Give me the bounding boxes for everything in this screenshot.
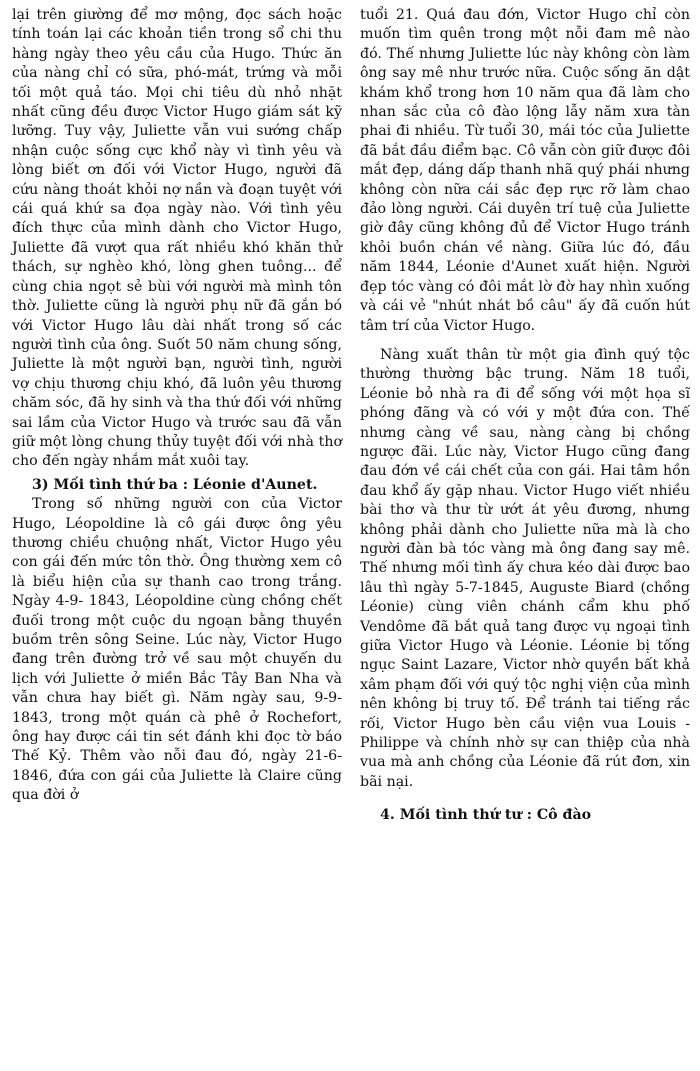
section-heading-fourth-love: 4. Mối tình thứ tư : Cô đào xyxy=(380,807,592,824)
paragraph-juliette-life: lại trên giường để mơ mộng, đọc sách hoặc tính toán lại các khoản tiền trong sổ chi thu hàng ngày theo yêu cầu của Hugo. Thức ăn của nàng chỉ có sữa, phó-mát, trứng và mỗi tối một quả táo. Mọi chi tiêu dù nhỏ nhặt nhất cũng đều được Victor Hugo giám sát kỹ lưỡng. Tuy vậy, Juliette vẫn vui sướng chấp nhận cuộc sống cực khổ này vì tình yêu và lòng biết ơn đối với Victor Hugo, người đã cứu nàng thoát khỏi nợ nần và đoạn tuyệt với cái quá khứ sa đọa ngày nào. Với tình yêu đích thực của mình dành cho Victor Hugo, Juliette đã vượt qua rất nhiều khó khăn thử thách, sự nghèo khó, lòng ghen tuông... để cùng chia ngọt sẻ bùi với người mà mình tôn thờ. Juliette cũng là người phụ nữ đã gắn bó với Victor Hugo lâu dài nhất trong số các người tình của ông. Suốt 50 năm chung sống, Juliette là một người bạn, người tình, người vợ chịu thương chịu khó, đã luôn yêu thương chăm sóc, đã hy sinh và tha thứ đối với những sai lầm của Victor Hugo và trước sau đã vẫn giữ một lòng chung thủy tuyệt đối với nhà thơ cho đến ngày nhắm mắt xuôi tay. xyxy=(12,7,342,470)
section-heading-third-love: 3) Mối tình thứ ba : Léonie d'Aunet. xyxy=(32,476,318,493)
paragraph-leopoldine: Trong số những người con của Victor Hugo, Léopoldine là cô gái được ông yêu thương chiều chuộng nhất, Victor Hugo yêu con gái đến mức tôn thờ. Ông thường xem cô là biểu hiện của sự thanh cao trong trắng. Ngày 4-9- 1843, Léopoldine cùng chồng chết đuối trong một cuộc du ngoạn bằng thuyền buồm trên sông Seine. Lúc này, Victor Hugo đang trên đường trở về sau một chuyến du lịch với Juliette ở miền Bắc Tây Ban Nha và vẫn chưa hay biết gì. Năm ngày sau, 9-9-1843, trong một quán cà phê ở Rochefort, ông hay được cái tin sét đánh khi đọc tờ báo Thế Kỷ. Thêm vào nỗi đau đó, ngày 21-6-1846, đứa con gái của Juliette là Claire cũng qua đời ở xyxy=(12,496,342,804)
right-column xyxy=(360,6,690,1071)
left-column xyxy=(12,6,342,1071)
paragraph-leonie-appears: tuổi 21. Quá đau đớn, Victor Hugo chỉ còn muốn tìm quên trong một nỗi đam mê nào đó. Thế nhưng Juliette lúc này không còn làm ông say mê như trước nữa. Cuộc sống ăn dật khám khổ trong hơn 10 năm qua đã làm cho nhan sắc của cô đào lộng lẫy năm xưa tàn phai đi nhiều. Từ tuổi 30, mái tóc của Juliette đã bắt đầu điểm bạc. Cô vẫn còn giữ được đôi mắt đẹp, dáng dấp thanh nhã quý phái nhưng không còn nữa cái sắc đẹp rực rỡ làm chao đảo lòng người. Cái duyên trí tuệ của Juliette giờ đây cũng không đủ để Victor Hugo tránh khỏi buồn chán về nàng. Giữa lúc đó, đầu năm 1844, Léonie d'Aunet xuất hiện. Người đẹp tóc vàng có đôi mắt lờ đờ hay nhìn xuống và cái vẻ "nhút nhát bồ câu" ấy đã cuốn hút tâm trí của Victor Hugo. xyxy=(360,7,690,334)
paragraph-leonie-background: Nàng xuất thân từ một gia đình quý tộc thường thường bậc trung. Năm 18 tuổi, Léonie bỏ nhà ra đi để sống với một họa sĩ phóng đãng và có với y một đứa con. Thế nhưng càng về sau, nàng càng bị chồng ngược đãi. Lúc này, Victor Hugo cũng đang đau đớn về cái chết của con gái. Hai tâm hồn đau khổ ấy gặp nhau. Victor Hugo viết nhiều bài thơ và thư từ ướt át yêu đương, nhưng không phải dành cho Juliette nữa mà là cho người đàn bà tóc vàng mà ông đang say mê. Thế nhưng mối tình ấy chưa kéo dài được bao lâu thì ngày 5-7-1845, Auguste Biard (chồng Léonie) cùng viên chánh cẩm khu phố Vendôme đã bắt quả tang được vụ ngoại tình giữa Victor Hugo và Léonie. Léonie bị tống ngục Saint Lazare, Victor nhờ quyền bất khả xâm phạm đối với quý tộc nghị viện của mình nên không bị truy tố. Để tránh tai tiếng rắc rối, Victor Hugo bèn cầu viện vua Louis - Philippe và chính nhờ sự can thiệp của nhà vua mà anh chồng của Léonie đã rút đơn, xin bãi nại. xyxy=(360,346,690,790)
